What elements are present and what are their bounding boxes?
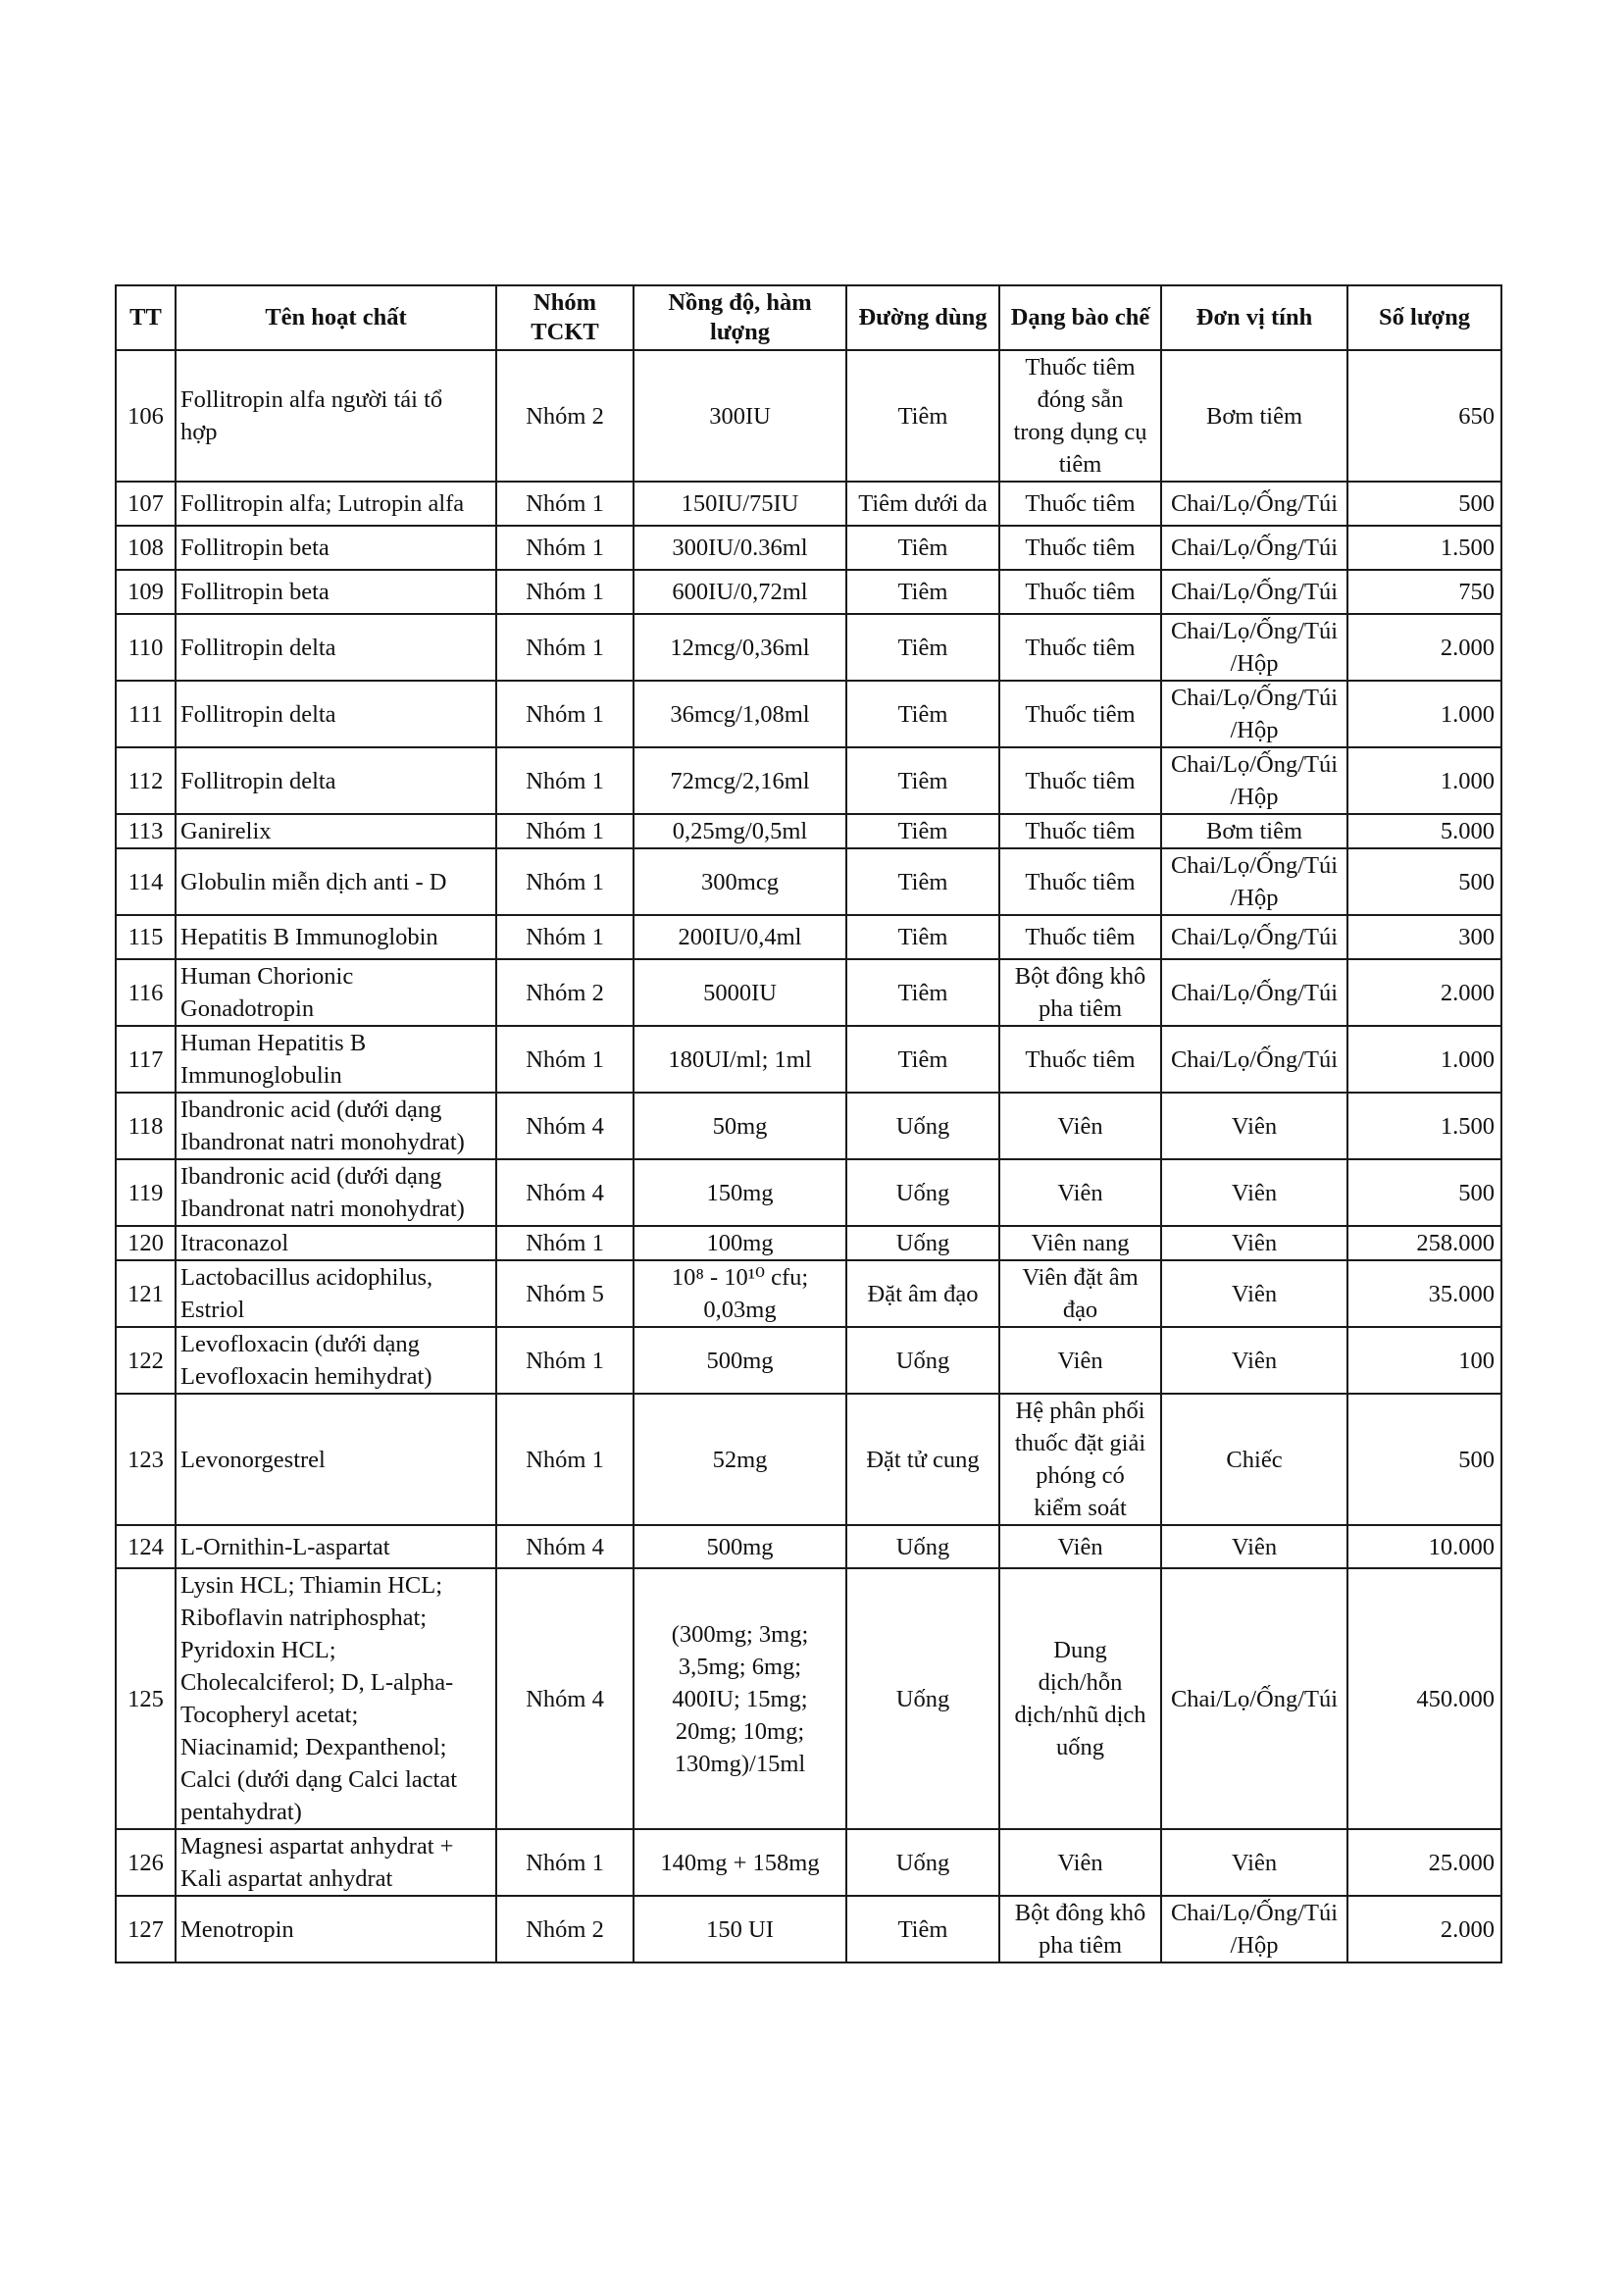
- table-row: [116, 1568, 1501, 1829]
- technical-group-cell: Nhóm 2: [496, 1896, 634, 1963]
- dosage-form-cell: Thuốc tiêm: [999, 747, 1161, 814]
- concentration-cell: 150 UI: [634, 1896, 846, 1963]
- unit-cell: Viên: [1161, 1260, 1347, 1327]
- table-row: [116, 614, 1501, 681]
- dosage-form-cell: Bột đông khô pha tiêm: [999, 1896, 1161, 1963]
- quantity-cell: 100: [1347, 1327, 1501, 1394]
- active-ingredient-cell: Ibandronic acid (dưới dạng Ibandronat natri monohydrat): [176, 1093, 496, 1159]
- technical-group-cell: Nhóm 5: [496, 1260, 634, 1327]
- active-ingredient-cell: Menotropin: [176, 1896, 496, 1963]
- route-cell: Tiêm: [846, 1896, 999, 1963]
- active-ingredient-cell: Magnesi aspartat anhydrat + Kali aspartat anhydrat: [176, 1829, 496, 1896]
- header-tt: TT: [116, 285, 176, 350]
- quantity-cell: 258.000: [1347, 1226, 1501, 1260]
- concentration-cell: 300IU/0.36ml: [634, 526, 846, 570]
- concentration-cell: 12mcg/0,36ml: [634, 614, 846, 681]
- technical-group-cell: Nhóm 1: [496, 1226, 634, 1260]
- row-number: 120: [116, 1226, 176, 1260]
- table-row: [116, 570, 1501, 614]
- row-number: 110: [116, 614, 176, 681]
- technical-group-cell: Nhóm 1: [496, 1327, 634, 1394]
- quantity-cell: 5.000: [1347, 814, 1501, 848]
- unit-cell: Viên: [1161, 1159, 1347, 1226]
- active-ingredient-cell: Human Chorionic Gonadotropin: [176, 959, 496, 1026]
- unit-cell: Chai/Lọ/Ống/Túi: [1161, 915, 1347, 959]
- route-cell: Tiêm: [846, 350, 999, 482]
- table-row: [116, 350, 1501, 482]
- active-ingredient-cell: Follitropin delta: [176, 747, 496, 814]
- route-cell: Uống: [846, 1829, 999, 1896]
- concentration-cell: 180UI/ml; 1ml: [634, 1026, 846, 1093]
- unit-cell: Chai/Lọ/Ống/Túi /Hộp: [1161, 614, 1347, 681]
- technical-group-cell: Nhóm 1: [496, 482, 634, 526]
- table-row: [116, 1159, 1501, 1226]
- row-number: 121: [116, 1260, 176, 1327]
- concentration-cell: (300mg; 3mg; 3,5mg; 6mg; 400IU; 15mg; 20mg; 10mg; 130mg)/15ml: [634, 1568, 846, 1829]
- table-row: [116, 1896, 1501, 1963]
- route-cell: Uống: [846, 1525, 999, 1568]
- concentration-cell: 300IU: [634, 350, 846, 482]
- table-row: [116, 959, 1501, 1026]
- row-number: 117: [116, 1026, 176, 1093]
- quantity-cell: 1.000: [1347, 681, 1501, 747]
- row-number: 111: [116, 681, 176, 747]
- route-cell: Tiêm: [846, 526, 999, 570]
- concentration-cell: 300mcg: [634, 848, 846, 915]
- quantity-cell: 2.000: [1347, 614, 1501, 681]
- quantity-cell: 450.000: [1347, 1568, 1501, 1829]
- quantity-cell: 300: [1347, 915, 1501, 959]
- active-ingredient-cell: L-Ornithin-L-aspartat: [176, 1525, 496, 1568]
- dosage-form-cell: Thuốc tiêm đóng sẵn trong dụng cụ tiêm: [999, 350, 1161, 482]
- table-row: [116, 526, 1501, 570]
- header-route: Đường dùng: [846, 285, 999, 350]
- dosage-form-cell: Thuốc tiêm: [999, 1026, 1161, 1093]
- table-row: [116, 747, 1501, 814]
- technical-group-cell: Nhóm 4: [496, 1093, 634, 1159]
- unit-cell: Chai/Lọ/Ống/Túi: [1161, 570, 1347, 614]
- row-number: 115: [116, 915, 176, 959]
- dosage-form-cell: Viên nang: [999, 1226, 1161, 1260]
- concentration-cell: 10⁸ - 10¹⁰ cfu; 0,03mg: [634, 1260, 846, 1327]
- table-row: [116, 848, 1501, 915]
- header-concentration: Nồng độ, hàm lượng: [634, 285, 846, 350]
- unit-cell: Bơm tiêm: [1161, 350, 1347, 482]
- unit-cell: Viên: [1161, 1327, 1347, 1394]
- technical-group-cell: Nhóm 1: [496, 747, 634, 814]
- header-technical-group: Nhóm TCKT: [496, 285, 634, 350]
- unit-cell: Chai/Lọ/Ống/Túi: [1161, 1026, 1347, 1093]
- unit-cell: Viên: [1161, 1525, 1347, 1568]
- table-row: [116, 1093, 1501, 1159]
- route-cell: Tiêm: [846, 570, 999, 614]
- table-body: [116, 350, 1501, 1963]
- unit-cell: Viên: [1161, 1829, 1347, 1896]
- table-row: [116, 1260, 1501, 1327]
- dosage-form-cell: Viên: [999, 1525, 1161, 1568]
- row-number: 113: [116, 814, 176, 848]
- active-ingredient-cell: Follitropin delta: [176, 614, 496, 681]
- technical-group-cell: Nhóm 1: [496, 614, 634, 681]
- route-cell: Tiêm: [846, 1026, 999, 1093]
- concentration-cell: 36mcg/1,08ml: [634, 681, 846, 747]
- dosage-form-cell: Thuốc tiêm: [999, 482, 1161, 526]
- technical-group-cell: Nhóm 1: [496, 526, 634, 570]
- route-cell: Tiêm: [846, 614, 999, 681]
- row-number: 114: [116, 848, 176, 915]
- table-row: [116, 1394, 1501, 1525]
- concentration-cell: 140mg + 158mg: [634, 1829, 846, 1896]
- active-ingredient-cell: Follitropin alfa; Lutropin alfa: [176, 482, 496, 526]
- concentration-cell: 500mg: [634, 1327, 846, 1394]
- technical-group-cell: Nhóm 4: [496, 1159, 634, 1226]
- quantity-cell: 35.000: [1347, 1260, 1501, 1327]
- route-cell: Đặt tử cung: [846, 1394, 999, 1525]
- technical-group-cell: Nhóm 1: [496, 915, 634, 959]
- dosage-form-cell: Thuốc tiêm: [999, 570, 1161, 614]
- dosage-form-cell: Thuốc tiêm: [999, 614, 1161, 681]
- concentration-cell: 200IU/0,4ml: [634, 915, 846, 959]
- quantity-cell: 750: [1347, 570, 1501, 614]
- row-number: 123: [116, 1394, 176, 1525]
- active-ingredient-cell: Human Hepatitis B Immunoglobulin: [176, 1026, 496, 1093]
- quantity-cell: 500: [1347, 1394, 1501, 1525]
- quantity-cell: 1.000: [1347, 747, 1501, 814]
- technical-group-cell: Nhóm 4: [496, 1568, 634, 1829]
- row-number: 124: [116, 1525, 176, 1568]
- dosage-form-cell: Viên: [999, 1093, 1161, 1159]
- technical-group-cell: Nhóm 1: [496, 1829, 634, 1896]
- active-ingredient-cell: Follitropin alfa người tái tổ hợp: [176, 350, 496, 482]
- route-cell: Uống: [846, 1159, 999, 1226]
- dosage-form-cell: Thuốc tiêm: [999, 526, 1161, 570]
- row-number: 118: [116, 1093, 176, 1159]
- dosage-form-cell: Thuốc tiêm: [999, 848, 1161, 915]
- route-cell: Đặt âm đạo: [846, 1260, 999, 1327]
- active-ingredient-cell: Itraconazol: [176, 1226, 496, 1260]
- concentration-cell: 600IU/0,72ml: [634, 570, 846, 614]
- header-dosage-form: Dạng bào chế: [999, 285, 1161, 350]
- technical-group-cell: Nhóm 1: [496, 848, 634, 915]
- route-cell: Tiêm: [846, 959, 999, 1026]
- header-unit: Đơn vị tính: [1161, 285, 1347, 350]
- unit-cell: Chiếc: [1161, 1394, 1347, 1525]
- unit-cell: Chai/Lọ/Ống/Túi /Hộp: [1161, 747, 1347, 814]
- technical-group-cell: Nhóm 4: [496, 1525, 634, 1568]
- dosage-form-cell: Dung dịch/hỗn dịch/nhũ dịch uống: [999, 1568, 1161, 1829]
- unit-cell: Viên: [1161, 1226, 1347, 1260]
- route-cell: Tiêm: [846, 915, 999, 959]
- dosage-form-cell: Viên: [999, 1159, 1161, 1226]
- route-cell: Tiêm: [846, 681, 999, 747]
- active-ingredient-cell: Ibandronic acid (dưới dạng Ibandronat natri monohydrat): [176, 1159, 496, 1226]
- drug-list-table: [115, 284, 1502, 1963]
- row-number: 125: [116, 1568, 176, 1829]
- route-cell: Uống: [846, 1093, 999, 1159]
- active-ingredient-cell: Follitropin delta: [176, 681, 496, 747]
- concentration-cell: 150mg: [634, 1159, 846, 1226]
- unit-cell: Chai/Lọ/Ống/Túi: [1161, 959, 1347, 1026]
- quantity-cell: 10.000: [1347, 1525, 1501, 1568]
- quantity-cell: 650: [1347, 350, 1501, 482]
- active-ingredient-cell: Lactobacillus acidophilus, Estriol: [176, 1260, 496, 1327]
- concentration-cell: 72mcg/2,16ml: [634, 747, 846, 814]
- route-cell: Tiêm: [846, 848, 999, 915]
- technical-group-cell: Nhóm 2: [496, 350, 634, 482]
- unit-cell: Viên: [1161, 1093, 1347, 1159]
- unit-cell: Chai/Lọ/Ống/Túi: [1161, 1568, 1347, 1829]
- dosage-form-cell: Hệ phân phối thuốc đặt giải phóng có kiểm soát: [999, 1394, 1161, 1525]
- concentration-cell: 0,25mg/0,5ml: [634, 814, 846, 848]
- concentration-cell: 50mg: [634, 1093, 846, 1159]
- concentration-cell: 52mg: [634, 1394, 846, 1525]
- dosage-form-cell: Thuốc tiêm: [999, 681, 1161, 747]
- route-cell: Tiêm: [846, 814, 999, 848]
- header-quantity: Số lượng: [1347, 285, 1501, 350]
- table-row: [116, 1026, 1501, 1093]
- quantity-cell: 500: [1347, 848, 1501, 915]
- route-cell: Uống: [846, 1226, 999, 1260]
- unit-cell: Chai/Lọ/Ống/Túi: [1161, 526, 1347, 570]
- unit-cell: Chai/Lọ/Ống/Túi /Hộp: [1161, 681, 1347, 747]
- dosage-form-cell: Viên đặt âm đạo: [999, 1260, 1161, 1327]
- quantity-cell: 1.500: [1347, 526, 1501, 570]
- table-row: [116, 915, 1501, 959]
- table-row: [116, 1226, 1501, 1260]
- table-row: [116, 1525, 1501, 1568]
- technical-group-cell: Nhóm 1: [496, 570, 634, 614]
- dosage-form-cell: Thuốc tiêm: [999, 814, 1161, 848]
- unit-cell: Chai/Lọ/Ống/Túi: [1161, 482, 1347, 526]
- technical-group-cell: Nhóm 2: [496, 959, 634, 1026]
- table-row: [116, 1829, 1501, 1896]
- row-number: 112: [116, 747, 176, 814]
- active-ingredient-cell: Levonorgestrel: [176, 1394, 496, 1525]
- row-number: 106: [116, 350, 176, 482]
- row-number: 107: [116, 482, 176, 526]
- active-ingredient-cell: Follitropin beta: [176, 570, 496, 614]
- concentration-cell: 5000IU: [634, 959, 846, 1026]
- table-row: [116, 482, 1501, 526]
- quantity-cell: 2.000: [1347, 1896, 1501, 1963]
- dosage-form-cell: Thuốc tiêm: [999, 915, 1161, 959]
- dosage-form-cell: Bột đông khô pha tiêm: [999, 959, 1161, 1026]
- row-number: 127: [116, 1896, 176, 1963]
- unit-cell: Bơm tiêm: [1161, 814, 1347, 848]
- route-cell: Uống: [846, 1568, 999, 1829]
- route-cell: Uống: [846, 1327, 999, 1394]
- dosage-form-cell: Viên: [999, 1829, 1161, 1896]
- concentration-cell: 150IU/75IU: [634, 482, 846, 526]
- active-ingredient-cell: Hepatitis B Immunoglobin: [176, 915, 496, 959]
- active-ingredient-cell: Levofloxacin (dưới dạng Levofloxacin hemihydrat): [176, 1327, 496, 1394]
- quantity-cell: 500: [1347, 482, 1501, 526]
- quantity-cell: 2.000: [1347, 959, 1501, 1026]
- header-row: [116, 285, 1501, 350]
- route-cell: Tiêm: [846, 747, 999, 814]
- quantity-cell: 25.000: [1347, 1829, 1501, 1896]
- row-number: 116: [116, 959, 176, 1026]
- quantity-cell: 500: [1347, 1159, 1501, 1226]
- active-ingredient-cell: Lysin HCL; Thiamin HCL; Riboflavin natriphosphat; Pyridoxin HCL; Cholecalciferol; D, L-alpha- Tocopheryl acetat; Niacinamid; Dexpanthenol; Calci (dưới dạng Calci lactat pentahydrat): [176, 1568, 496, 1829]
- concentration-cell: 100mg: [634, 1226, 846, 1260]
- table-row: [116, 814, 1501, 848]
- row-number: 109: [116, 570, 176, 614]
- table-row: [116, 681, 1501, 747]
- row-number: 126: [116, 1829, 176, 1896]
- table-header: [116, 285, 1501, 350]
- route-cell: Tiêm dưới da: [846, 482, 999, 526]
- table-row: [116, 1327, 1501, 1394]
- row-number: 108: [116, 526, 176, 570]
- active-ingredient-cell: Globulin miễn dịch anti - D: [176, 848, 496, 915]
- unit-cell: Chai/Lọ/Ống/Túi /Hộp: [1161, 848, 1347, 915]
- concentration-cell: 500mg: [634, 1525, 846, 1568]
- technical-group-cell: Nhóm 1: [496, 1394, 634, 1525]
- dosage-form-cell: Viên: [999, 1327, 1161, 1394]
- technical-group-cell: Nhóm 1: [496, 681, 634, 747]
- unit-cell: Chai/Lọ/Ống/Túi /Hộp: [1161, 1896, 1347, 1963]
- quantity-cell: 1.500: [1347, 1093, 1501, 1159]
- row-number: 119: [116, 1159, 176, 1226]
- technical-group-cell: Nhóm 1: [496, 1026, 634, 1093]
- header-active-ingredient: Tên hoạt chất: [176, 285, 496, 350]
- active-ingredient-cell: Ganirelix: [176, 814, 496, 848]
- active-ingredient-cell: Follitropin beta: [176, 526, 496, 570]
- quantity-cell: 1.000: [1347, 1026, 1501, 1093]
- row-number: 122: [116, 1327, 176, 1394]
- technical-group-cell: Nhóm 1: [496, 814, 634, 848]
